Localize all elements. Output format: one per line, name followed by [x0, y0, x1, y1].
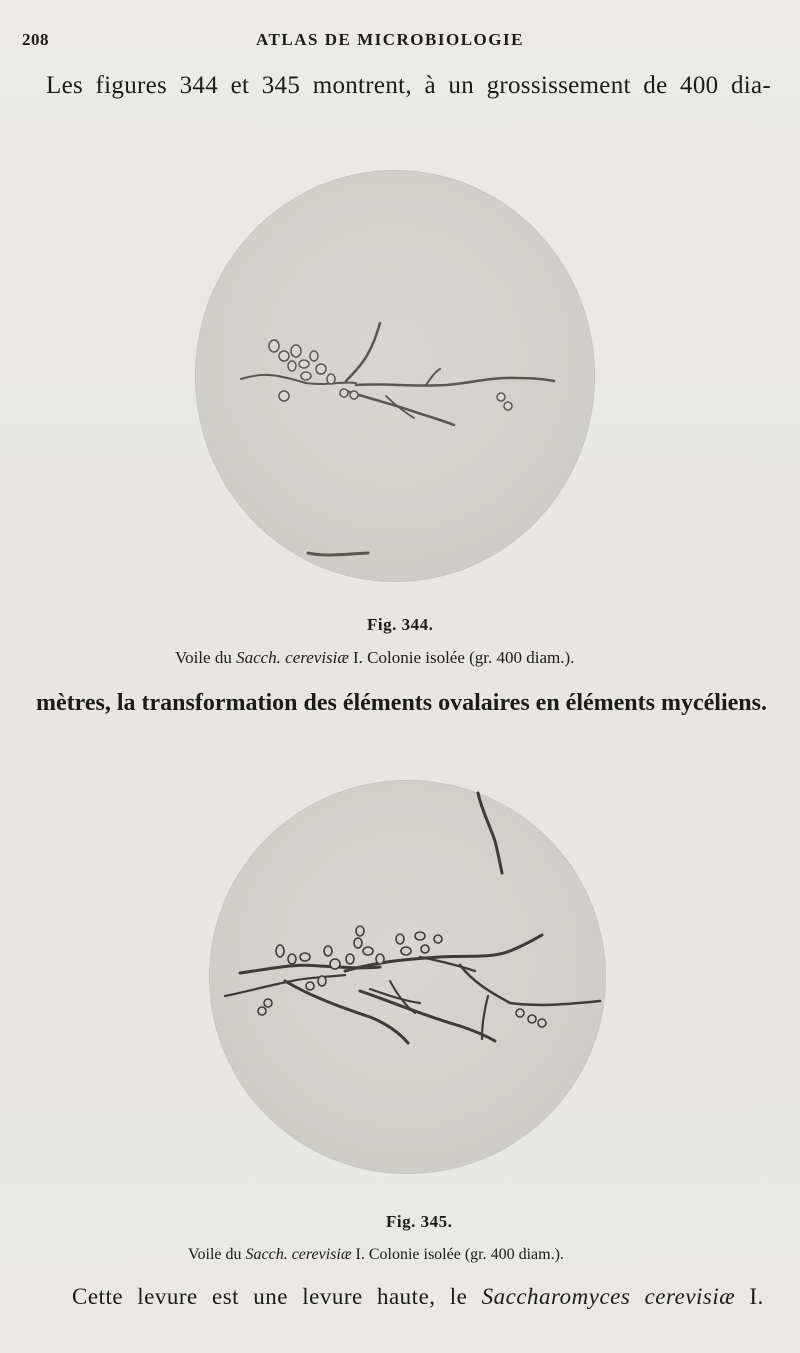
yeast-cell — [415, 932, 425, 940]
running-head: ATLAS DE MICROBIOLOGIE — [256, 30, 524, 49]
hypha — [420, 957, 475, 971]
paragraph-continuation: mètres, la transformation des éléments ovalaires en éléments mycéliens. — [36, 690, 767, 716]
hypha — [482, 996, 488, 1039]
conclusion-text-after: I. — [735, 1284, 764, 1309]
caption-prefix: Voile du — [175, 648, 237, 667]
yeast-cell — [363, 947, 373, 955]
yeast-cell — [318, 976, 326, 986]
yeast-cell — [504, 402, 512, 410]
page-number: 208 — [22, 30, 49, 49]
yeast-cell — [497, 393, 505, 401]
micrograph-fig-345-drawing — [210, 781, 605, 1173]
yeast-cell — [264, 999, 272, 1007]
yeast-cell — [276, 945, 284, 957]
yeast-cell — [258, 1007, 266, 1015]
hypha — [356, 378, 554, 386]
yeast-cell — [421, 945, 429, 953]
yeast-cell — [434, 935, 442, 943]
yeast-cell — [306, 982, 314, 990]
hypha — [460, 965, 600, 1005]
yeast-cell — [324, 946, 332, 956]
yeast-cell — [299, 360, 309, 368]
hypha — [285, 981, 408, 1043]
yeast-cell — [354, 938, 362, 948]
hypha — [345, 935, 542, 971]
yeast-cell — [356, 926, 364, 936]
yeast-cell — [346, 954, 354, 964]
hypha — [308, 553, 368, 555]
micrograph-fig-344 — [196, 171, 594, 581]
yeast-cell — [340, 389, 348, 397]
yeast-cell — [269, 340, 279, 352]
micrograph-fig-344-drawing — [196, 171, 594, 581]
paragraph-intro: Les figures 344 et 345 montrent, à un grossissement de 400 dia- — [46, 72, 772, 99]
yeast-cell — [288, 954, 296, 964]
hypha — [225, 975, 345, 996]
paragraph-conclusion — [72, 1284, 764, 1310]
hypha — [346, 323, 380, 381]
yeast-cell — [528, 1015, 536, 1023]
yeast-cell — [350, 391, 358, 399]
yeast-cell — [316, 364, 326, 374]
yeast-cell — [279, 391, 289, 401]
figure-caption-344 — [175, 648, 574, 668]
yeast-cell — [301, 372, 311, 380]
figure-label-345: Fig. 345. — [386, 1212, 453, 1231]
yeast-cell — [376, 954, 384, 964]
yeast-cell — [327, 374, 335, 384]
yeast-cell — [300, 953, 310, 961]
yeast-cell — [288, 361, 296, 371]
caption-prefix: Voile du — [188, 1246, 246, 1263]
yeast-cell — [310, 351, 318, 361]
yeast-cell — [401, 947, 411, 955]
caption-species: Sacch. cerevisiæ — [236, 648, 349, 667]
yeast-cell — [396, 934, 404, 944]
caption-species: Sacch. cerevisiæ — [245, 1246, 352, 1263]
figure-caption-345 — [188, 1246, 564, 1264]
caption-suffix: I. Colonie isolée (gr. 400 diam.). — [348, 648, 575, 667]
figure-label-344: Fig. 344. — [367, 615, 434, 634]
conclusion-text-before: Cette levure est une levure haute, le — [72, 1284, 482, 1309]
species-name: Saccharomyces cerevisiæ — [481, 1284, 736, 1309]
yeast-cell — [516, 1009, 524, 1017]
micrograph-fig-345 — [210, 781, 605, 1173]
hypha — [360, 991, 495, 1041]
hypha — [426, 369, 440, 385]
hypha — [241, 375, 356, 384]
yeast-cell — [538, 1019, 546, 1027]
yeast-cell — [330, 959, 340, 969]
yeast-cell — [291, 345, 301, 357]
hypha — [478, 793, 502, 873]
caption-suffix: I. Colonie isolée (gr. 400 diam.). — [351, 1246, 564, 1263]
yeast-cell — [279, 351, 289, 361]
